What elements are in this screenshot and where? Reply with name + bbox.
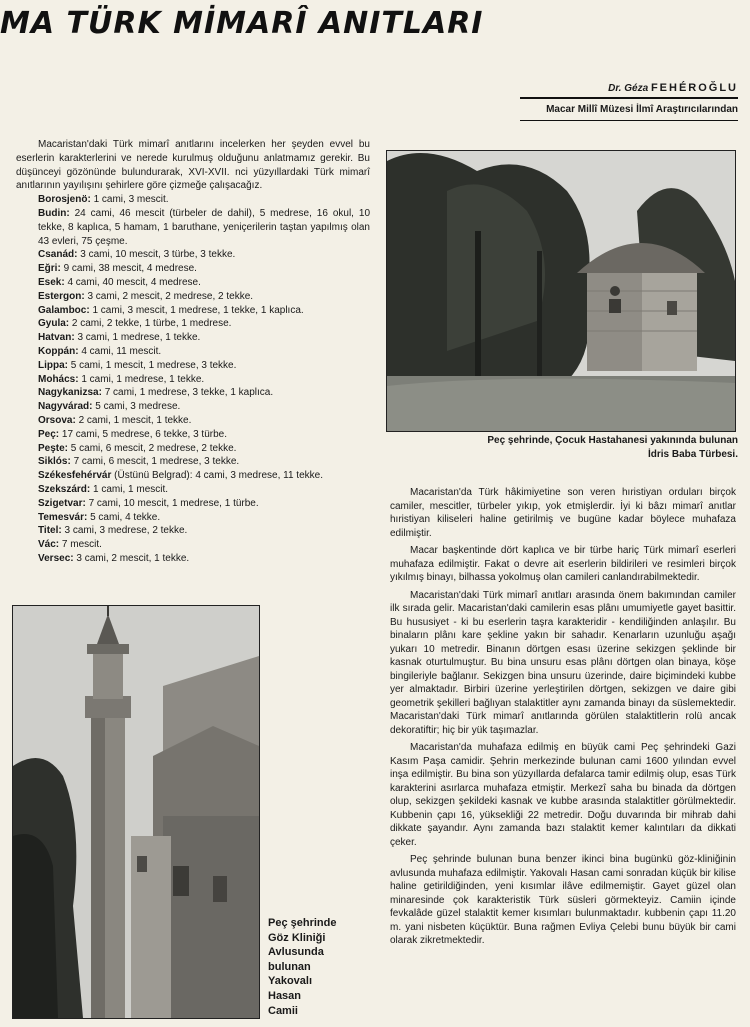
body-paragraph: Macar başkentinde dört kaplıca ve bir türbe hariç Türk mimarî eserleri muhafaza edilmiştir. Fakat o devre ait eserlerin bildirileri ve resimleri birçok yıkılmış binayı, bilhassa yokolmuş olan camileri canlandırabilmektedir. [390, 545, 736, 583]
city-list-item [16, 469, 370, 483]
city-name: Esek: [38, 276, 65, 288]
city-list-item [16, 331, 370, 345]
city-monuments: 2 cami, 1 mescit, 1 tekke. [78, 414, 192, 426]
turbe-photo-illustration [387, 151, 735, 431]
mosque-photo-caption [268, 916, 388, 1018]
body-paragraph: Macaristan'da Türk hâkimiyetine son veren hıristiyan orduları birçok camiler, mescitler, türbeler yıkıp, yok etmişlerdir. İyi ki bâzı mimarî anıtlar hıristiyan kiliseleri haline getirilmiş ve bugüne kadar böylece muhafaza edilmiştir. [390, 487, 736, 539]
mosque-caption-line: bulunan [268, 960, 311, 973]
mosque-caption-line: Camii [268, 1004, 298, 1017]
city-monuments: 24 cami, 46 mescit (türbeler de dahil), 5 medrese, 16 okul, 10 tekke, 8 kaplıca, 5 hamam, 1 baruthane, yeniçerilerin taştan yapılmış olan 43 evleri, 75 çeşme. [38, 207, 370, 247]
city-monuments: 2 cami, 2 tekke, 1 türbe, 1 medrese. [71, 318, 232, 330]
city-name: Titel: [38, 525, 62, 537]
city-monuments: 5 cami, 4 tekke. [90, 511, 161, 523]
city-name: Nagykanizsa: [38, 387, 102, 399]
city-name: Szekszárd: [38, 483, 91, 495]
city-list-item [16, 552, 370, 566]
city-name: Siklós: [38, 456, 71, 468]
author-first-name: Dr. Géza [608, 83, 649, 94]
city-monuments: 4 cami, 11 mescit. [81, 345, 162, 357]
city-monuments: 3 cami, 2 mescit, 1 tekke. [76, 552, 190, 564]
body-paragraph: Peç şehrinde bulunan buna benzer ikinci bina bugünkü göz-kliniğinin avlusunda muhafaza edilmiştir. Yakovalı Hasan cami sonradan küçük bir kilise haline getirildiğinden, yeni kısımlar ilâve edilmemiştir. Gayet güzel olan minaresinde çok karakteristik Türk süsleri görmekteyiz. Camiin içinde fevkalâde güzel stalaktit kemer kısımları bulunmaktadır. kubbenin çapı 11.20 m. yani nisbeten küçüktür. Buna rağmen Evliya Çelebi bunu büyük bir cami olarak zikretmektedir. [390, 854, 736, 946]
city-name: Eğri: [38, 263, 61, 275]
city-name: Versec: [38, 552, 74, 564]
city-monuments: 7 cami, 6 mescit, 1 medrese, 3 tekke. [73, 456, 240, 468]
city-list-item [16, 386, 370, 400]
city-list-item [16, 538, 370, 552]
city-monuments: 1 cami, 3 mescit, 1 medrese, 1 tekke, 1 kaplıca. [92, 304, 304, 316]
city-list-item [16, 455, 370, 469]
city-list-item [16, 317, 370, 331]
city-name: Hatvan: [38, 332, 75, 344]
city-monuments: 1 cami, 1 medrese, 1 tekke. [81, 373, 205, 385]
city-monuments: 7 mescit. [61, 539, 102, 551]
city-list-item [16, 373, 370, 387]
city-list-item [16, 483, 370, 497]
yakovali-hasan-mosque-photo [12, 605, 260, 1019]
city-name: Vác: [38, 539, 60, 551]
mosque-caption-line: Yakovalı [268, 975, 313, 988]
city-monuments: 4 cami, 40 mescit, 4 medrese. [67, 276, 201, 288]
city-monuments: 5 cami, 1 mescit, 1 medrese, 3 tekke. [70, 359, 237, 371]
city-monuments: 17 cami, 5 medrese, 6 tekke, 3 türbe. [61, 428, 227, 440]
article-title: MA TÜRK MİMARÎ ANITLARI [0, 6, 484, 41]
city-list-item [16, 290, 370, 304]
mosque-caption-line: Hasan [268, 989, 302, 1002]
city-name: Orsova: [38, 414, 76, 426]
turbe-photo-caption [386, 434, 738, 462]
city-name: Temesvár: [38, 511, 88, 523]
city-name: Budin: [38, 207, 70, 219]
city-list-item [16, 193, 370, 207]
city-name: Koppán: [38, 345, 79, 357]
city-monuments: 9 cami, 38 mescit, 4 medrese. [63, 263, 197, 275]
left-column [16, 138, 370, 566]
author-line [608, 82, 738, 94]
city-monuments: 1 cami, 1 mescit. [93, 483, 169, 495]
author-top-rule [520, 97, 738, 99]
city-name: Estergon: [38, 290, 85, 302]
city-monuments: 3 cami, 2 mescit, 2 medrese, 2 tekke. [87, 290, 254, 302]
city-name: Szigetvar: [38, 497, 86, 509]
city-list-item [16, 207, 370, 248]
city-list-item [16, 262, 370, 276]
mosque-caption-line: Peç şehrinde [268, 917, 337, 929]
city-monuments: 3 cami, 1 medrese, 1 tekke. [77, 332, 201, 344]
city-name: Peşte: [38, 442, 69, 454]
mosque-caption-line: Göz Kliniği [268, 931, 326, 944]
city-list-item [16, 276, 370, 290]
city-monuments: 3 cami, 10 mescit, 3 türbe, 3 tekke. [80, 249, 236, 261]
city-monuments: 7 cami, 1 medrese, 3 tekke, 1 kaplıca. [104, 387, 274, 399]
author-affiliation: Macar Millî Müzesi İlmî Araştırıcılarından [546, 104, 738, 115]
city-list-item [16, 345, 370, 359]
intro-paragraph: Macaristan'daki Türk mimarî anıtlarını incelerken her şeyden evvel bu eserlerin karakterlerini ve nerede kurulmuş olduğunu anlatmamız gerekir. Bu düşünceyi gözönünde bulundurarak, XVI-XVII. nci yüzyıllardaki Türk mimarî anıtlarının yayılışını şehirlere göre çizmeğe çalışacağız. [16, 139, 370, 192]
author-last-name: FEHÉROĞLU [650, 82, 738, 94]
city-name: Borosjenö: [38, 194, 91, 206]
city-list-item [16, 442, 370, 456]
city-monuments: 7 cami, 10 mescit, 1 medrese, 1 türbe. [88, 497, 259, 509]
city-list-item [16, 511, 370, 525]
city-name: Csanád: [38, 249, 78, 261]
city-name: Galamboc: [38, 304, 90, 316]
mosque-photo-illustration [13, 606, 259, 1018]
city-list-item [16, 400, 370, 414]
city-monuments: 1 cami, 3 mescit. [93, 194, 169, 206]
author-bottom-rule [520, 120, 738, 121]
city-monument-list [16, 193, 370, 566]
city-name: Nagyvárad: [38, 401, 93, 413]
city-name: Mohács: [38, 373, 79, 385]
mosque-caption-line: Avlusunda [268, 946, 324, 959]
city-list-item [16, 414, 370, 428]
city-name: Lippa: [38, 359, 68, 371]
turbe-caption-line-2: İdris Baba Türbesi. [647, 449, 738, 460]
city-name: Székesfehérvár [38, 470, 112, 482]
city-list-item [16, 359, 370, 373]
city-list-item [16, 248, 370, 262]
city-monuments: 5 cami, 3 medrese. [95, 401, 181, 413]
body-paragraph: Macaristan'daki Türk mimarî anıtları arasında önem bakımından camiler ilk sırada gelir. Macaristan'daki camilerin esas plânı umumiyetle gayet basittir. Bu hususiyet - ki bu eserlerin taşra karakteridir - kendiliğinden anlaşılır. Bu binaların plânı kare şekline yakın bir sahadır. Kenarların uzunluğu aşağı yukarı 10 metredir. Binanın dörtgen esası üzerine sekizgen şeklinde bir kasnak oturtulmuştur. Bu bina unsuru esas plânı dörtgen olan binaya, köşe bingileriyle bağlanır. Sekizgen bina unsuru üzerinde, daire biçimindeki kubbe yer almaktadır. Birbiri üzerine yerleştirilen dörtgen, sekizgen ve daire gibi geometrik şekilleri bağlıyan stalaktitler aynı zamanda binayı da süslemektedir. Macaristan'daki Türk mimarî anıtlarında görülen stalaktitlerin rolü ancak dekoratiftir; hiç bir yük taşımazlar. [390, 589, 736, 736]
turbe-caption-line-1: Peç şehrinde, Çocuk Hastahanesi yakınında bulunan [487, 435, 738, 446]
right-column [390, 486, 736, 952]
city-list-item [16, 304, 370, 318]
body-paragraph: Macaristan'da muhafaza edilmiş en büyük cami Peç şehrindeki Gazi Kasım Paşa camidir. Şehrin merkezinde bulunan cami 1600 yılından evvel inşa edilmiştir. Bu bina son yüzyıllarda defalarca tamir edilmiş olup, esas Türk karakterini asırlarca muhafaza etmiştir. Merkezî saha bu binada da dörtgen olup, sekizgen şekildeki kasnak ve kubbe arasında stalaktitler görülmektedir. Kubbenin çapı 16, yüksekliği 22 metredir. Doğu duvarında bir mihrab dahi dikkate şayandır. Aynı zamanda bazı stalaktit kemer kalıntıları da dikkati çeker. [390, 742, 736, 848]
city-name: Gyula: [38, 318, 70, 330]
city-name: Peç: [38, 428, 60, 440]
city-monuments: (Üstünü Belgrad): 4 cami, 3 medrese, 11 tekke. [114, 470, 323, 482]
idris-baba-turbe-photo [386, 150, 736, 432]
city-list-item [16, 497, 370, 511]
city-monuments: 5 cami, 6 mescit, 2 medrese, 2 tekke. [70, 442, 237, 454]
city-list-item [16, 524, 370, 538]
city-monuments: 3 cami, 3 medrese, 2 tekke. [64, 525, 188, 537]
city-list-item [16, 428, 370, 442]
